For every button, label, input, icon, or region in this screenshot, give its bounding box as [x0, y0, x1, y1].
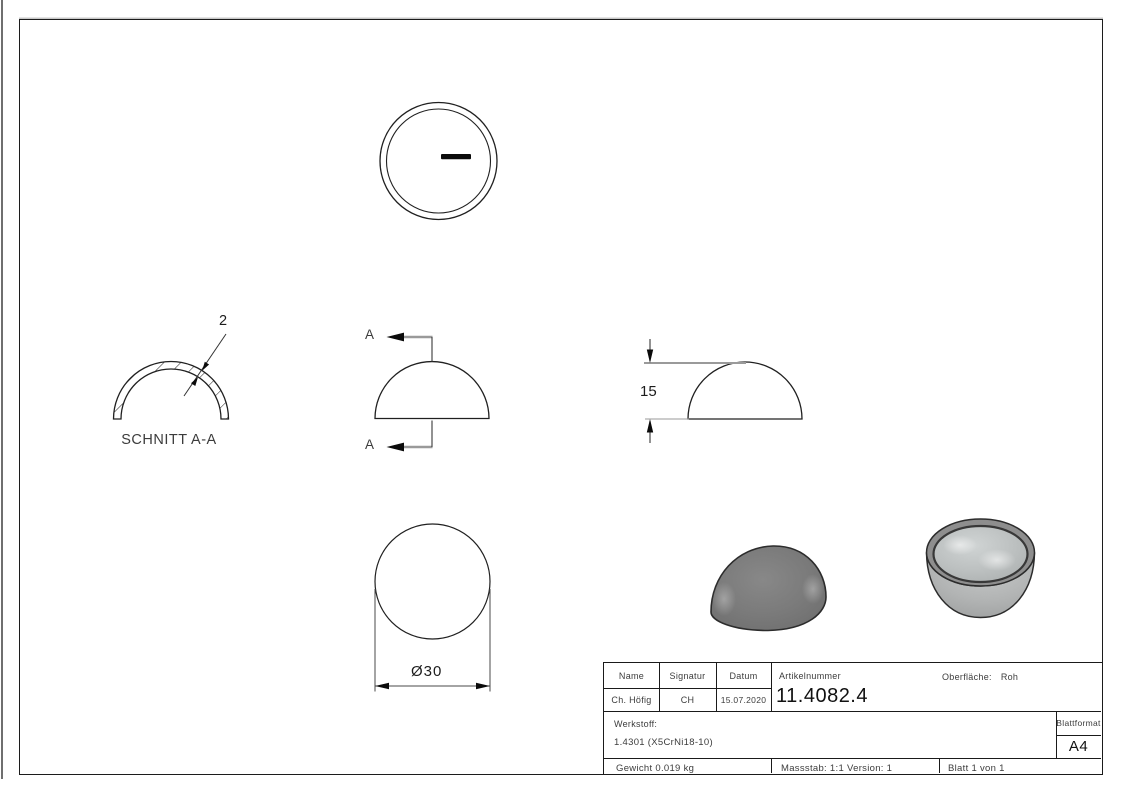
- thickness-dim-label: 2: [219, 313, 228, 329]
- top-view: [380, 103, 497, 220]
- height-dim-arrow-bottom: [647, 419, 653, 433]
- section-view: [114, 334, 229, 419]
- top-view-outer-circle: [380, 103, 497, 220]
- tb-line: [939, 758, 940, 773]
- render-dome: [711, 546, 826, 631]
- tb-surface-label: Oberfläche:: [942, 672, 992, 682]
- side-view: [375, 333, 489, 452]
- section-marker-a-top: A: [365, 327, 375, 342]
- dome-highlight-left: [712, 582, 736, 616]
- tb-material-value: 1.4301 (X5CrNi18-10): [614, 737, 713, 748]
- tb-header-date: Datum: [729, 670, 758, 681]
- tb-article-number: 11.4082.4: [776, 685, 868, 707]
- tb-date-value: 15.07.2020: [720, 694, 767, 705]
- bowl-highlight-right: [978, 549, 1016, 571]
- dia-arrow-left: [375, 683, 389, 689]
- tb-sheet-format-value: A4: [1068, 738, 1089, 755]
- tb-weight: Gewicht 0.019 kg: [616, 763, 695, 774]
- dia-arrow-right: [476, 683, 490, 689]
- tb-article-label: Artikelnummer: [779, 671, 841, 681]
- tb-scale: Massstab: 1:1: [781, 763, 845, 774]
- height-dim-view: [644, 339, 802, 443]
- thickness-arrow-outer: [202, 362, 209, 371]
- height-dim-label: 15: [640, 383, 657, 400]
- section-arrow-bottom: [387, 443, 405, 452]
- tb-surface: [942, 672, 1018, 682]
- tb-sheet: Blatt 1 von 1: [948, 763, 1005, 774]
- tb-name-value: Ch. Höfig: [611, 694, 652, 705]
- tb-signature-value: CH: [680, 694, 695, 705]
- tb-material-label: Werkstoff:: [614, 719, 658, 729]
- part-marking: [441, 154, 471, 159]
- render-bowl: [927, 519, 1035, 618]
- title-block: [603, 662, 1103, 775]
- bowl-highlight-left: [943, 535, 977, 555]
- diameter-circle: [375, 524, 490, 639]
- tb-line: [771, 758, 772, 773]
- section-marker-a-bottom: A: [365, 437, 375, 452]
- section-view-title: SCHNITT A-A: [121, 432, 217, 448]
- section-arrow-top: [387, 333, 405, 342]
- bowl-inner-surface: [934, 526, 1028, 582]
- tb-sheet-format-label: Blattformat: [1056, 718, 1101, 728]
- tb-header-name: Name: [618, 670, 645, 681]
- height-dim-arrow-top: [647, 350, 653, 364]
- height-view-dome: [688, 362, 802, 419]
- diameter-dim-label: Ø30: [411, 663, 443, 680]
- side-view-dome: [375, 362, 489, 419]
- tb-line: [771, 663, 772, 711]
- tb-line: [604, 758, 1101, 759]
- tb-surface-value: Roh: [1000, 672, 1019, 682]
- tb-header-signature: Signatur: [669, 670, 706, 681]
- top-view-inner-circle: [387, 109, 491, 213]
- tb-line: [604, 711, 1101, 712]
- section-shell: [114, 362, 229, 420]
- tb-version: Version: 1: [847, 763, 893, 774]
- dome-highlight-right: [802, 574, 824, 604]
